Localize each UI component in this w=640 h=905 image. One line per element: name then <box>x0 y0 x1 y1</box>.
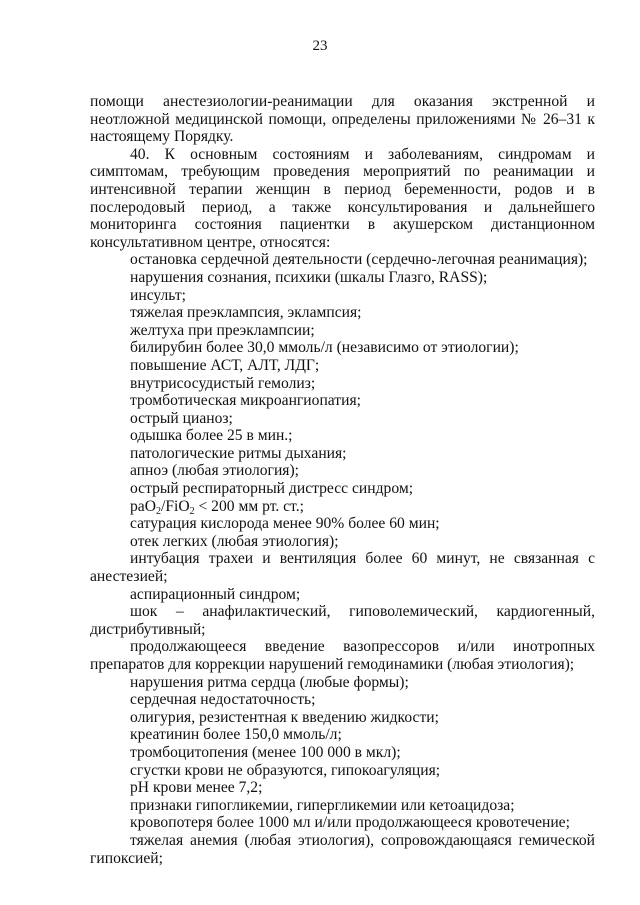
list-item: тяжелая преэклампсия, эклампсия; <box>130 304 362 322</box>
list-item: острый респираторный дистресс синдром; <box>130 480 414 498</box>
list-item: рН крови менее 7,2; <box>130 779 263 797</box>
fio2-text: /FiO <box>160 497 190 515</box>
list-item: тяжелая анемия (любая этиология), сопровождающаяся гемической гипоксией; <box>90 831 595 867</box>
list-item: одышка более 25 в мин.; <box>130 427 293 445</box>
list-item: сгустки крови не образуются, гипокоагуляция; <box>130 761 441 779</box>
list-item: желтуха при преэклампсии; <box>130 321 315 339</box>
list-item: острый цианоз; <box>130 409 233 427</box>
fio2-subscript: 2 <box>189 505 195 517</box>
list-item: апноэ (любая этиология); <box>130 462 299 480</box>
list-item-pao2-fio2 <box>90 498 595 516</box>
list-item: признаки гипогликемии, гипергликемии или кетоацидоза; <box>130 796 515 814</box>
list-item: патологические ритмы дыхания; <box>130 444 347 462</box>
list-item: инсульт; <box>130 286 186 304</box>
list-item: шок – анафилактический, гиповолемический, кардиогенный, дистрибутивный; <box>90 603 595 638</box>
list-item: билирубин более 30,0 ммоль/л (независимо от этиологии); <box>130 339 519 357</box>
list-item: остановка сердечной деятельности (сердечно-легочная реанимация); <box>130 251 588 269</box>
list-item: внутрисосудистый гемолиз; <box>130 374 316 392</box>
list-item: нарушения ритма сердца (любые формы); <box>130 673 409 691</box>
page-number: 23 <box>312 38 328 54</box>
list-item: интубация трахеи и вентиляция более 60 минут, не связанная с анестезией; <box>90 550 595 586</box>
list-item: олигурия, резистентная к введению жидкости; <box>130 708 439 726</box>
pao2-threshold-text: < 200 мм рт. ст.; <box>194 497 304 515</box>
intro-paragraph: помощи анестезиологии-реанимации для оказания экстренной и неотложной медицинской помощи, определены приложениями № 26–31 к настоящему Порядку. <box>90 93 595 146</box>
document-body <box>90 93 595 867</box>
list-item: тромбоцитопения (менее 100 000 в мкл); <box>130 743 401 761</box>
list-item: продолжающееся введение вазопрессоров и/или инотропных препаратов для коррекции нарушений гемодинамики (любая этиология); <box>90 638 595 673</box>
pao2-subscript: 2 <box>155 505 161 517</box>
list-item: аспирационный синдром; <box>130 585 301 603</box>
list-item: сердечная недостаточность; <box>130 691 316 709</box>
pao2-text: раО <box>130 497 156 515</box>
list-item: нарушения сознания, психики (шкалы Глазго, RASS); <box>130 268 488 286</box>
list-item: повышение АСТ, АЛТ, ЛДГ; <box>130 356 320 374</box>
list-item: креатинин более 150,0 ммоль/л; <box>130 726 342 744</box>
list-item: тромботическая микроангиопатия; <box>130 392 361 410</box>
list-item: отек легких (любая этиология); <box>130 532 339 550</box>
conditions-list <box>90 251 595 867</box>
list-item: кровопотеря более 1000 мл и/или продолжающееся кровотечение; <box>130 814 570 832</box>
section-40-paragraph: 40. К основным состояниям и заболеваниям, синдромам и симптомам, требующим проведения мероприятий по реанимации и интенсивной терапии женщин в период беременности, родов и в послеродовый период, а также консультирования и дальнейшего мониторинга состояния пациентки в акушерском дистанционном консультативном центре, относятся: <box>90 145 595 251</box>
list-item: сатурация кислорода менее 90% более 60 мин; <box>130 515 440 533</box>
